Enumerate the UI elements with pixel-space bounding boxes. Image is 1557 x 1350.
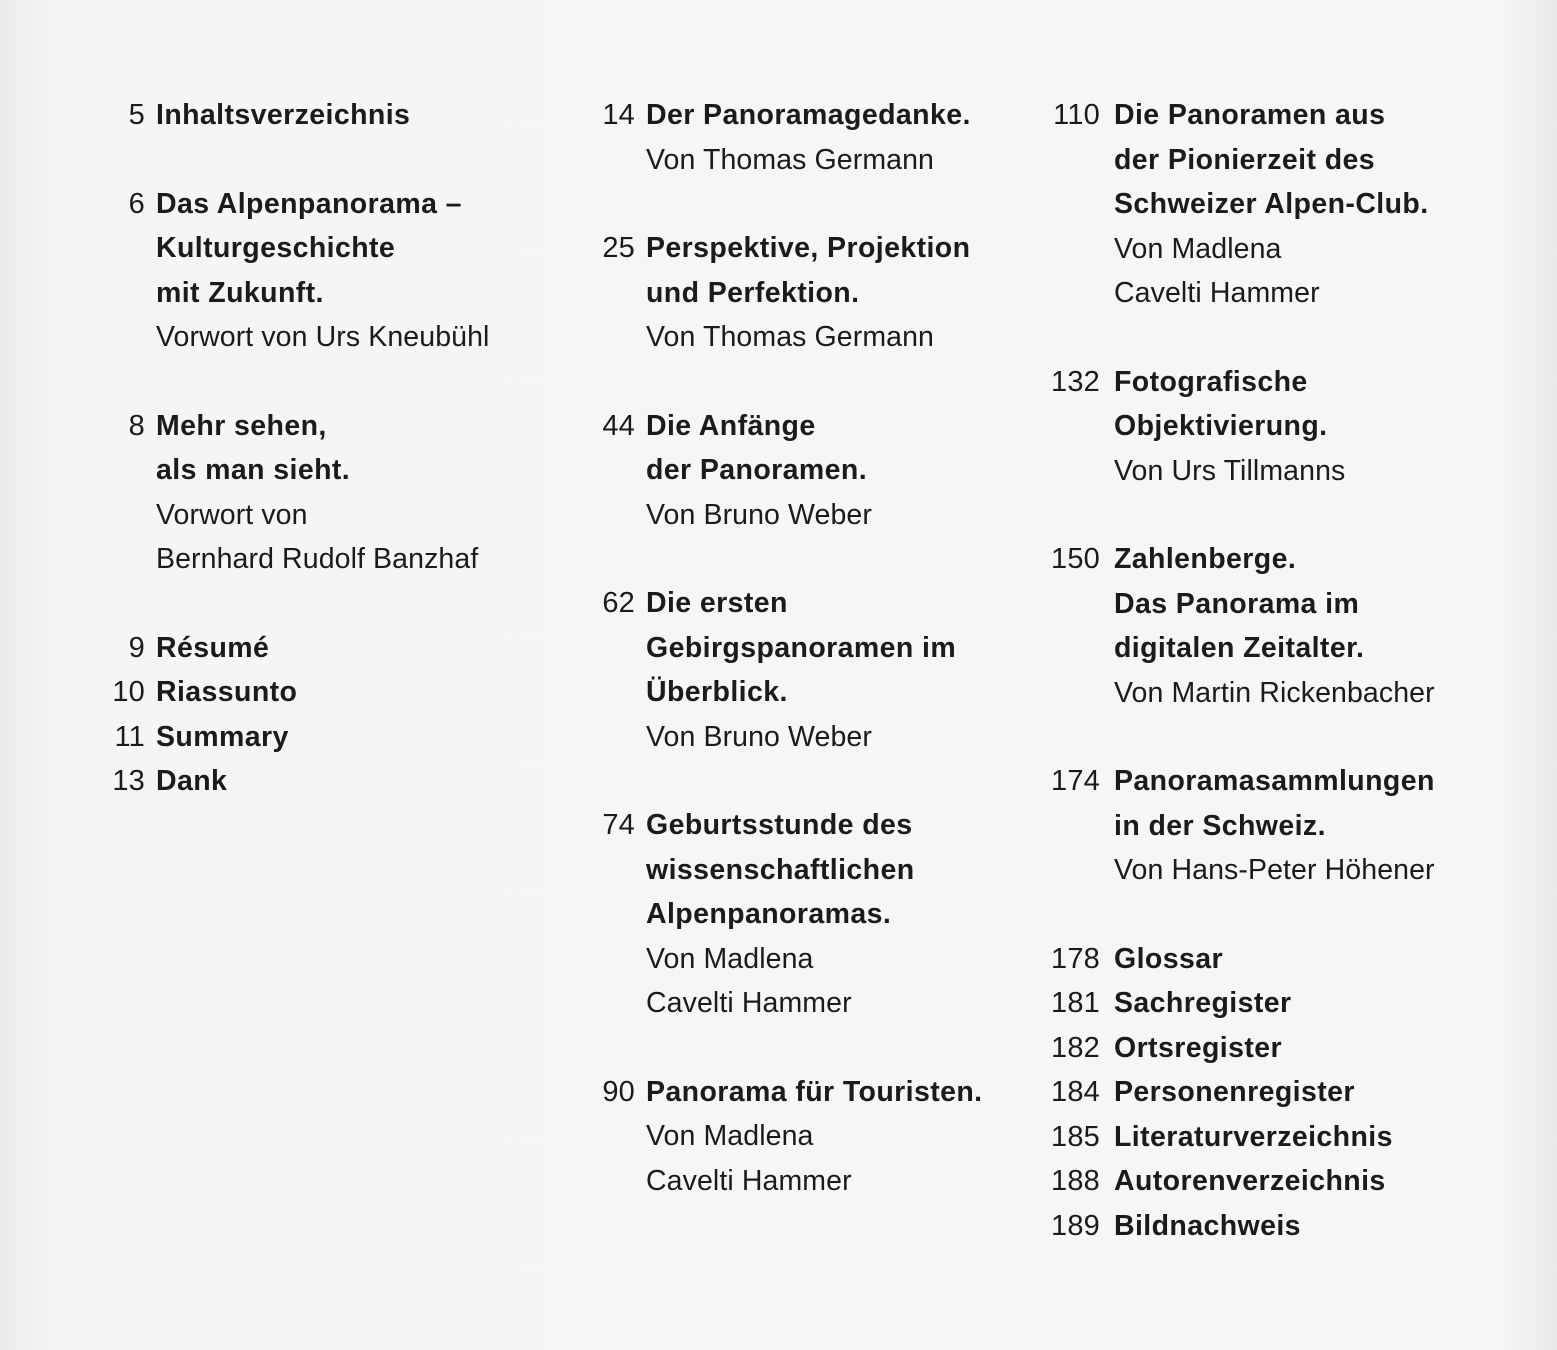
entry-title: Die ersten Gebirgspanoramen im Überblick. bbox=[646, 587, 957, 708]
entry-title: Das Alpenpanorama – Kulturgeschichte mit Zukunft. bbox=[156, 187, 462, 309]
entry-title: Panoramasammlungen in der Schweiz. bbox=[1114, 765, 1435, 842]
toc-entry bbox=[95, 182, 545, 360]
toc-entry bbox=[575, 803, 1025, 1026]
page-number: 90 bbox=[602, 1075, 635, 1108]
page-number: 189 bbox=[1051, 1209, 1100, 1242]
page-number: 150 bbox=[1051, 543, 1100, 575]
page-number: 188 bbox=[1051, 1165, 1100, 1197]
toc-entry bbox=[1040, 937, 1540, 982]
entry-author: Vorwort von Bernhard Rudolf Banzhaf bbox=[156, 498, 479, 575]
entry-title: Die Panoramen aus der Pionierzeit des Schweizer Alpen-Club. bbox=[1114, 99, 1429, 220]
entry-author: Von Madlena Cavelti Hammer bbox=[646, 1120, 852, 1197]
entry-title: Zahlenberge. Das Panorama im digitalen Zeitalter. bbox=[1114, 543, 1365, 664]
toc-entry bbox=[1040, 1204, 1540, 1249]
page-number: 184 bbox=[1051, 1076, 1100, 1108]
entry-title: Geburtsstunde des wissenschaftlichen Alpenpanoramas. bbox=[646, 809, 915, 930]
page-number: 14 bbox=[602, 99, 635, 131]
toc-entry bbox=[95, 626, 545, 671]
entry-title: Perspektive, Projektion und Perfektion. bbox=[646, 232, 971, 309]
toc-entry bbox=[1040, 1070, 1540, 1115]
entry-author: Von Martin Rickenbacher bbox=[1114, 676, 1435, 709]
entry-title: Mehr sehen, als man sieht. bbox=[156, 409, 351, 486]
toc-entry bbox=[1040, 1026, 1540, 1071]
entry-title: Autorenverzeichnis bbox=[1114, 1165, 1386, 1197]
entry-title: Glossar bbox=[1114, 942, 1223, 975]
toc-entry bbox=[575, 1070, 1025, 1204]
entry-author: Von Thomas Germann bbox=[646, 143, 935, 176]
entry-title: Riassunto bbox=[156, 676, 298, 708]
entry-title: Summary bbox=[156, 720, 289, 753]
page-number: 132 bbox=[1051, 365, 1100, 398]
toc-entry bbox=[95, 759, 545, 804]
page-number: 174 bbox=[1051, 765, 1100, 797]
toc-entry bbox=[575, 581, 1025, 759]
toc-column-3 bbox=[1040, 93, 1540, 1248]
page-number: 13 bbox=[112, 765, 145, 797]
toc-entry bbox=[1040, 537, 1540, 715]
toc-entry bbox=[1040, 360, 1540, 494]
entry-title: Dank bbox=[156, 765, 228, 797]
entry-author: Von Hans-Peter Höhener bbox=[1114, 854, 1435, 886]
toc-entry bbox=[1040, 93, 1540, 316]
entry-title: Inhaltsverzeichnis bbox=[156, 99, 411, 131]
toc-entry bbox=[1040, 759, 1540, 893]
toc-column-2 bbox=[575, 93, 1025, 1247]
entry-title: Résumé bbox=[156, 631, 270, 664]
entry-author: Von Urs Tillmanns bbox=[1114, 454, 1346, 487]
page-number: 74 bbox=[602, 809, 635, 841]
toc-entry bbox=[1040, 981, 1540, 1026]
page-number: 6 bbox=[128, 187, 145, 220]
page-number: 110 bbox=[1053, 99, 1100, 131]
entry-title: Die Anfänge der Panoramen. bbox=[646, 409, 868, 486]
page-number: 25 bbox=[602, 232, 635, 264]
page-number: 5 bbox=[128, 99, 145, 131]
page-number: 182 bbox=[1051, 1031, 1100, 1064]
entry-title: Personenregister bbox=[1114, 1076, 1355, 1108]
entry-author: Von Thomas Germann bbox=[646, 321, 935, 353]
page-number: 178 bbox=[1051, 942, 1100, 975]
toc-column-1 bbox=[95, 93, 545, 804]
entry-title: Ortsregister bbox=[1114, 1031, 1282, 1064]
toc-entry bbox=[95, 670, 545, 715]
toc-entry bbox=[575, 404, 1025, 538]
page-number: 11 bbox=[114, 720, 145, 753]
page-number: 62 bbox=[602, 587, 635, 619]
page-number: 10 bbox=[112, 676, 145, 708]
entry-title: Sachregister bbox=[1114, 987, 1292, 1019]
toc-entry bbox=[1040, 1159, 1540, 1204]
entry-author: Vorwort von Urs Kneubühl bbox=[156, 321, 490, 353]
entry-author: Von Bruno Weber bbox=[646, 498, 872, 531]
page-number: 8 bbox=[128, 409, 145, 442]
toc-entry bbox=[95, 93, 545, 138]
entry-title: Fotografische Objektivierung. bbox=[1114, 365, 1328, 442]
toc-entry bbox=[575, 226, 1025, 360]
entry-title: Literaturverzeichnis bbox=[1114, 1120, 1393, 1153]
toc-entry bbox=[575, 93, 1025, 182]
page-number: 9 bbox=[128, 631, 145, 664]
entry-author: Von Madlena Cavelti Hammer bbox=[646, 942, 852, 1019]
page-number: 44 bbox=[602, 409, 635, 442]
toc-entry bbox=[1040, 1115, 1540, 1160]
toc-entry bbox=[95, 404, 545, 582]
toc-entry bbox=[95, 715, 545, 760]
entry-author: Von Bruno Weber bbox=[646, 720, 872, 753]
entry-author: Von Madlena Cavelti Hammer bbox=[1114, 232, 1320, 309]
page-number: 185 bbox=[1051, 1120, 1100, 1153]
entry-title: Panorama für Touristen. bbox=[646, 1075, 983, 1108]
entry-title: Der Panoramagedanke. bbox=[646, 99, 971, 131]
page-number: 181 bbox=[1051, 987, 1100, 1019]
entry-title: Bildnachweis bbox=[1114, 1209, 1301, 1242]
